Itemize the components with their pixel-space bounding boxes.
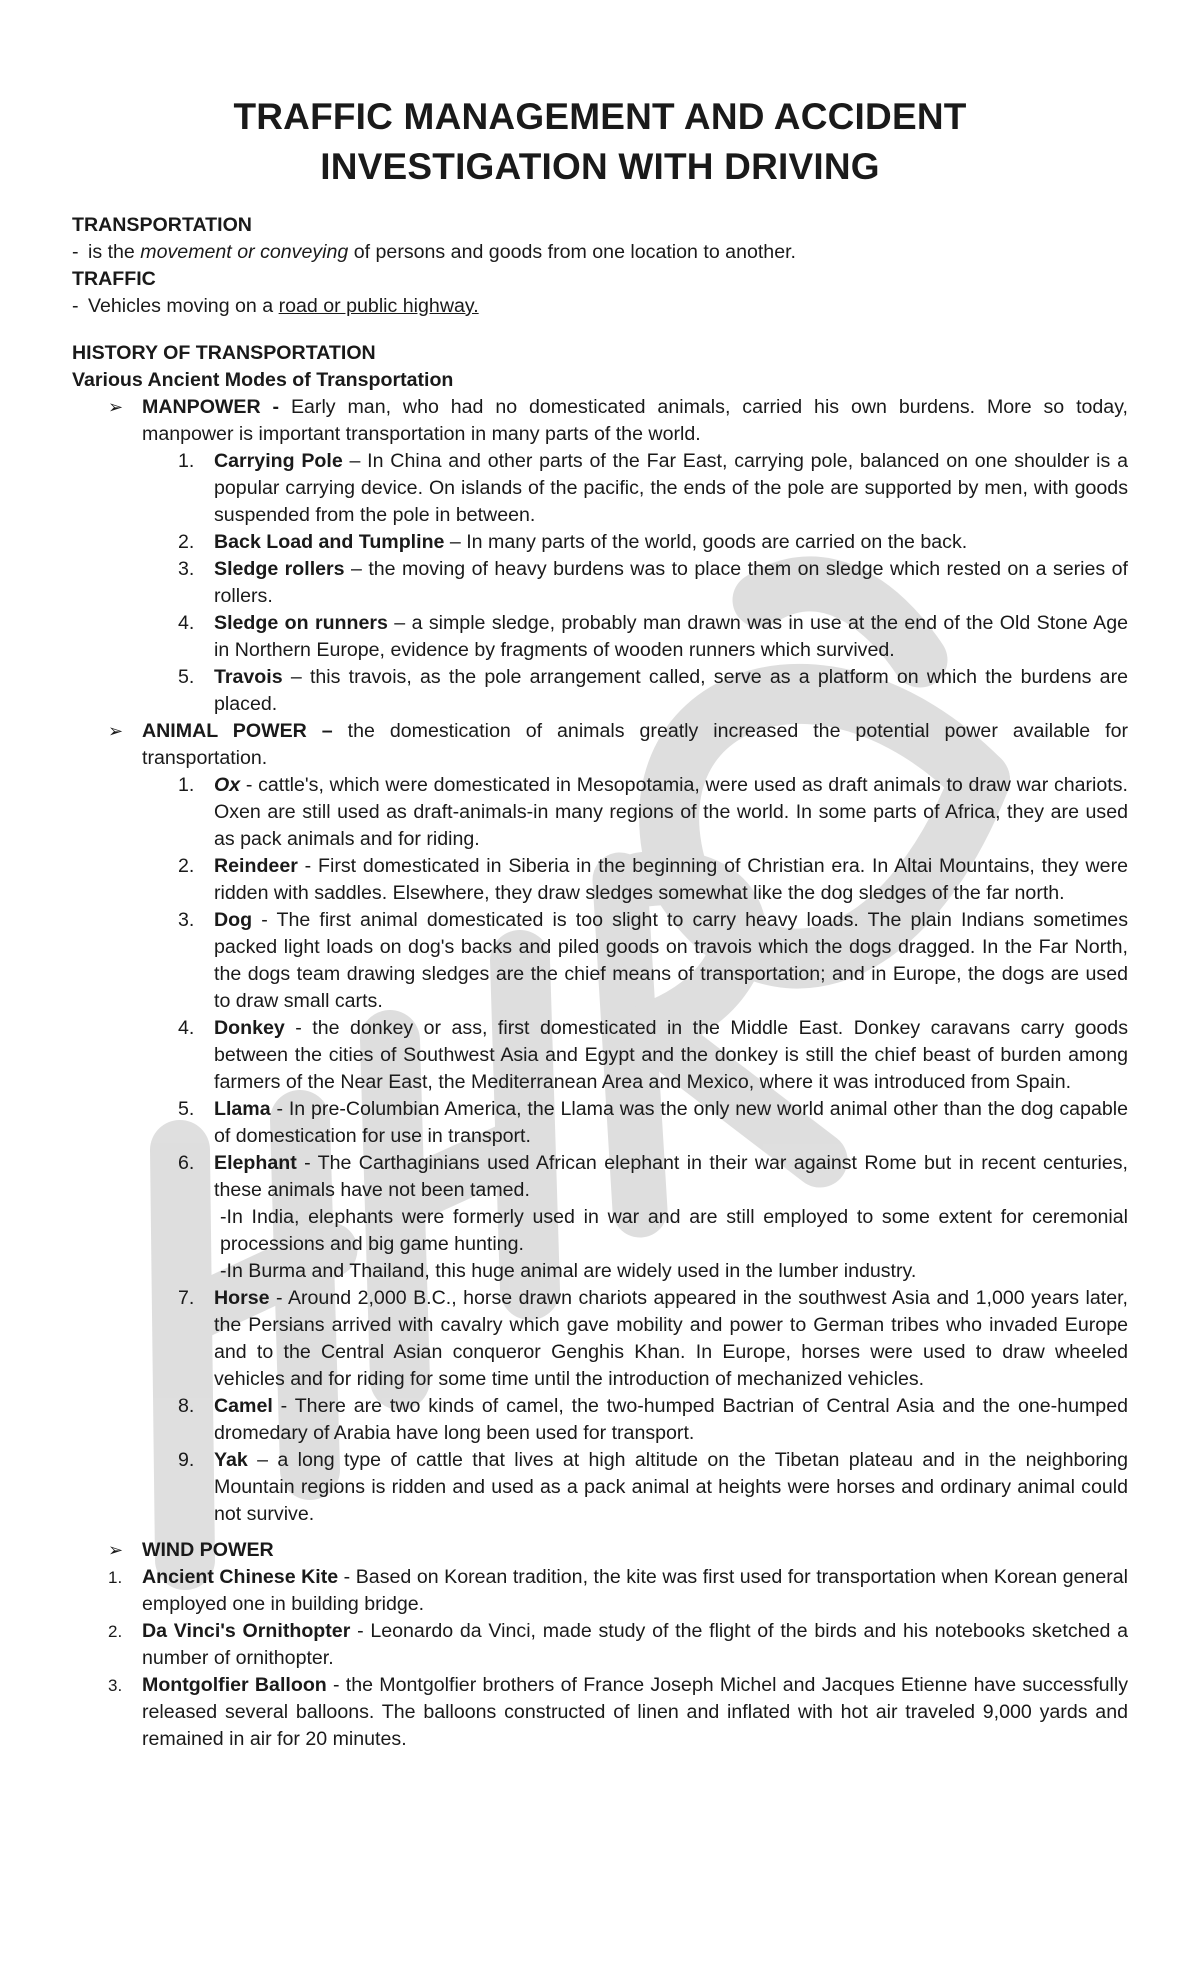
list-item: 8. Camel - There are two kinds of camel, the two-humped Bactrian of Central Asia and the one-humped dromedary of Arabia have long been used for transport.: [178, 1395, 1128, 1444]
list-item: 3. Sledge rollers – the moving of heavy burdens was to place them on sledge which rested on a series of rollers.: [178, 558, 1128, 607]
list-item: 1. Ox - cattle's, which were domesticated in Mesopotamia, were used as draft animals to draw war chariots. Oxen are still used as draft-animals-in many regions of the world. In some parts of Africa, they are used as pack animals and for riding.: [178, 774, 1128, 850]
list-item: 6. Elephant - The Carthaginians used African elephant in their war against Rome but in recent centuries, these animals have not been tamed. -In India, elephants were formerly used in war and are still employed to some extent for ceremonial processions and big game hunting. -In Burma and Thailand, this huge animal are widely used in the lumber industry.: [178, 1152, 1128, 1282]
manpower-section: [72, 394, 1128, 448]
wind-power-section: [72, 1537, 1128, 1564]
list-item: 5. Travois – this travois, as the pole arrangement called, serve as a platform on which the burdens are placed.: [178, 666, 1128, 715]
arrow-bullet-icon: ➢: [108, 1540, 124, 1560]
list-item: 9. Yak – a long type of cattle that lives at high altitude on the Tibetan plateau and in the neighboring Mountain regions is ridden and used as a pack animal at heights were horses and ordinary animal could not survive.: [178, 1449, 1128, 1525]
history-subheading: Various Ancient Modes of Transportation: [72, 369, 454, 391]
list-item: 4. Sledge on runners – a simple sledge, probably man drawn was in use at the end of the Old Stone Age in Northern Europe, evidence by fragments of wooden runners which survived.: [178, 612, 1128, 661]
history-heading: HISTORY OF TRANSPORTATION: [72, 342, 376, 364]
document-page: [72, 92, 1128, 1753]
animal-power-label: ANIMAL POWER –: [142, 720, 333, 742]
list-item: 1. Ancient Chinese Kite - Based on Korean tradition, the kite was first used for transportation when Korean general employed one in building bridge.: [108, 1566, 1128, 1615]
animal-power-section: [72, 718, 1128, 772]
list-item: 2. Reindeer - First domesticated in Siberia in the beginning of Christian era. In Altai Mountains, they were ridden with saddles. Elsewhere, they draw sledges somewhat like the dog sledges of the far north.: [178, 855, 1128, 904]
arrow-bullet-icon: ➢: [108, 721, 124, 741]
list-item: 2. Back Load and Tumpline – In many parts of the world, goods are carried on the back.: [178, 531, 968, 553]
list-item: 1. Carrying Pole – In China and other parts of the Far East, carrying pole, balanced on one shoulder is a popular carrying device. On islands of the pacific, the ends of the pole are supported by men, with goods suspended from the pole in between.: [178, 450, 1128, 526]
title-line-1: TRAFFIC MANAGEMENT AND ACCIDENT: [233, 96, 967, 137]
list-item: 3. Montgolfier Balloon - the Montgolfier brothers of France Joseph Michel and Jacques Etienne have successfully released several balloons. The balloons constructed of linen and inflated with hot air traveled 9,000 yards and remained in air for 20 minutes.: [108, 1674, 1128, 1750]
title-line-2: INVESTIGATION WITH DRIVING: [320, 146, 880, 187]
list-item: 2. Da Vinci's Ornithopter - Leonardo da Vinci, made study of the flight of the birds and his notebooks sketched a number of ornithopter.: [108, 1620, 1128, 1669]
traffic-heading: TRAFFIC: [72, 268, 156, 290]
traffic-definition: - Vehicles moving on a road or public highway.: [72, 295, 479, 317]
animal-power-text: the domestication of animals greatly increased the potential power available for transportation.: [142, 720, 1128, 769]
list-item: 5. Llama - In pre-Columbian America, the Llama was the only new world animal other than the dog capable of domestication for use in transport.: [178, 1098, 1128, 1147]
transportation-heading: TRANSPORTATION: [72, 214, 252, 236]
arrow-bullet-icon: ➢: [108, 397, 124, 417]
animal-power-list: [72, 772, 1128, 1528]
wind-power-list: [72, 1564, 1128, 1753]
transportation-definition: - is the movement or conveying of persons and goods from one location to another.: [72, 241, 796, 263]
list-item: 4. Donkey - the donkey or ass, first domesticated in the Middle East. Donkey caravans carry goods between the cities of Southwest Asia and Egypt and the donkey is still the chief beast of burden among farmers of the Near East, the Mediterranean Area and Mexico, where it was introduced from Spain.: [178, 1017, 1128, 1093]
list-item: 7. Horse - Around 2,000 B.C., horse drawn chariots appeared in the southwest Asia and 1,000 years later, the Persians arrived with cavalry which gave mobility and power to German tribes who invaded Europe and to the Central Asian conqueror Genghis Khan. In Europe, horses were used to draw wheeled vehicles and for riding for some time until the introduction of mechanized vehicles.: [178, 1287, 1128, 1390]
document-title: [72, 92, 1128, 192]
list-item: 3. Dog - The first animal domesticated is too slight to carry heavy loads. The plain Indians sometimes packed light loads on dog's backs and piled goods on travois which the dogs dragged. In the Far North, the dogs team drawing sledges are the chief means of transportation; and in Europe, the dogs are used to draw small carts.: [178, 909, 1128, 1012]
manpower-text: Early man, who had no domesticated animals, carried his own burdens. More so today, manpower is important transportation in many parts of the world.: [142, 396, 1128, 445]
manpower-label: MANPOWER -: [142, 396, 280, 418]
wind-power-label: WIND POWER: [142, 1539, 274, 1561]
manpower-list: [72, 448, 1128, 718]
